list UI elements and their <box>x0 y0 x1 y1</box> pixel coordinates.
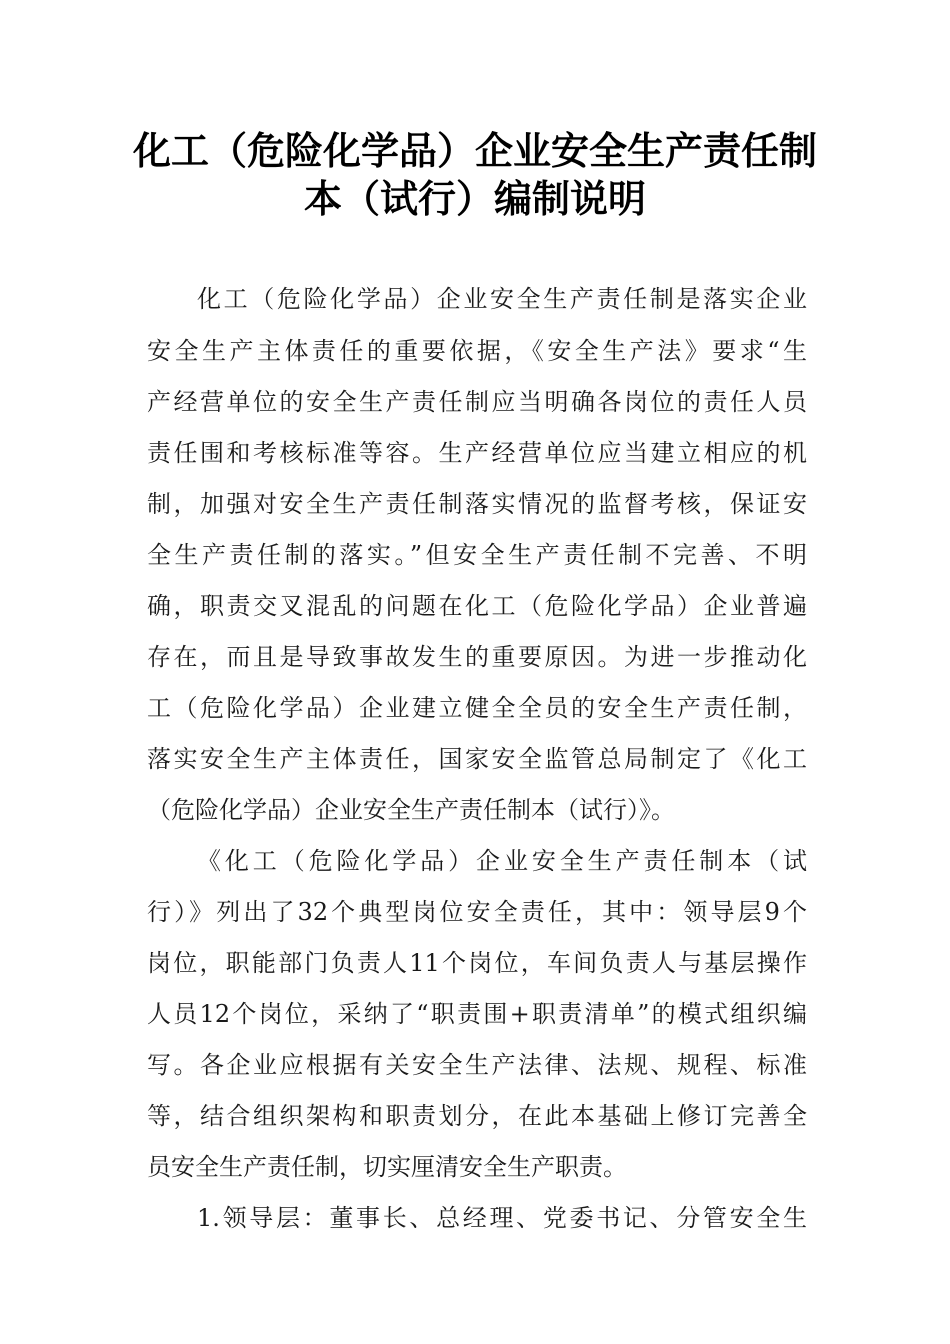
paragraph-3-line-1: 1.领导层：董事长、总经理、党委书记、分管安全生 <box>197 1204 807 1232</box>
paragraph-1-line-2: 安全生产主体责任的重要依据，《安全生产法》要求“生 <box>147 337 807 365</box>
paragraph-2-line-7: 员安全生产责任制，切实厘清安全生产职责。 <box>147 1153 627 1181</box>
paragraph-1-line-1: 化工（危险化学品）企业安全生产责任制是落实企业 <box>197 285 807 313</box>
paragraph-2-line-6: 等，结合组织架构和职责划分，在此本基础上修订完善全 <box>147 1102 807 1130</box>
paragraph-1-line-11: （危险化学品）企业安全生产责任制本（试行）》。 <box>147 796 675 824</box>
paragraph-1-line-4: 责任围和考核标准等容。生产经营单位应当建立相应的机 <box>147 439 807 467</box>
paragraph-1-line-3: 产经营单位的安全生产责任制应当明确各岗位的责任人员 <box>147 388 807 416</box>
paragraph-2-line-1: 《化工（危险化学品）企业安全生产责任制本（试 <box>197 847 807 875</box>
paragraph-1-line-5: 制，加强对安全生产责任制落实情况的监督考核，保证安 <box>147 490 807 518</box>
document-title-line-2: 本（试行）编制说明 <box>303 176 646 221</box>
paragraph-2-line-2: 行）》列出了32个典型岗位安全责任，其中：领导层9个 <box>147 898 807 926</box>
paragraph-1-line-6: 全生产责任制的落实。”但安全生产责任制不完善、不明 <box>147 541 807 569</box>
paragraph-1-line-8: 存在，而且是导致事故发生的重要原因。为进一步推动化 <box>147 643 807 671</box>
document-title-line-1: 化工（危险化学品）企业安全生产责任制 <box>132 128 817 173</box>
paragraph-1-line-7: 确，职责交叉混乱的问题在化工（危险化学品）企业普遍 <box>147 592 807 620</box>
paragraph-1-line-10: 落实安全生产主体责任，国家安全监管总局制定了《化工 <box>147 745 807 773</box>
paragraph-2-line-3: 岗位，职能部门负责人11个岗位，车间负责人与基层操作 <box>147 949 807 977</box>
paragraph-2-line-5: 写。各企业应根据有关安全生产法律、法规、规程、标准 <box>147 1051 807 1079</box>
paragraph-1-line-9: 工（危险化学品）企业建立健全全员的安全生产责任制， <box>147 694 807 722</box>
paragraph-2-line-4: 人员12个岗位，采纳了“职责围+职责清单”的模式组织编 <box>147 1000 807 1028</box>
